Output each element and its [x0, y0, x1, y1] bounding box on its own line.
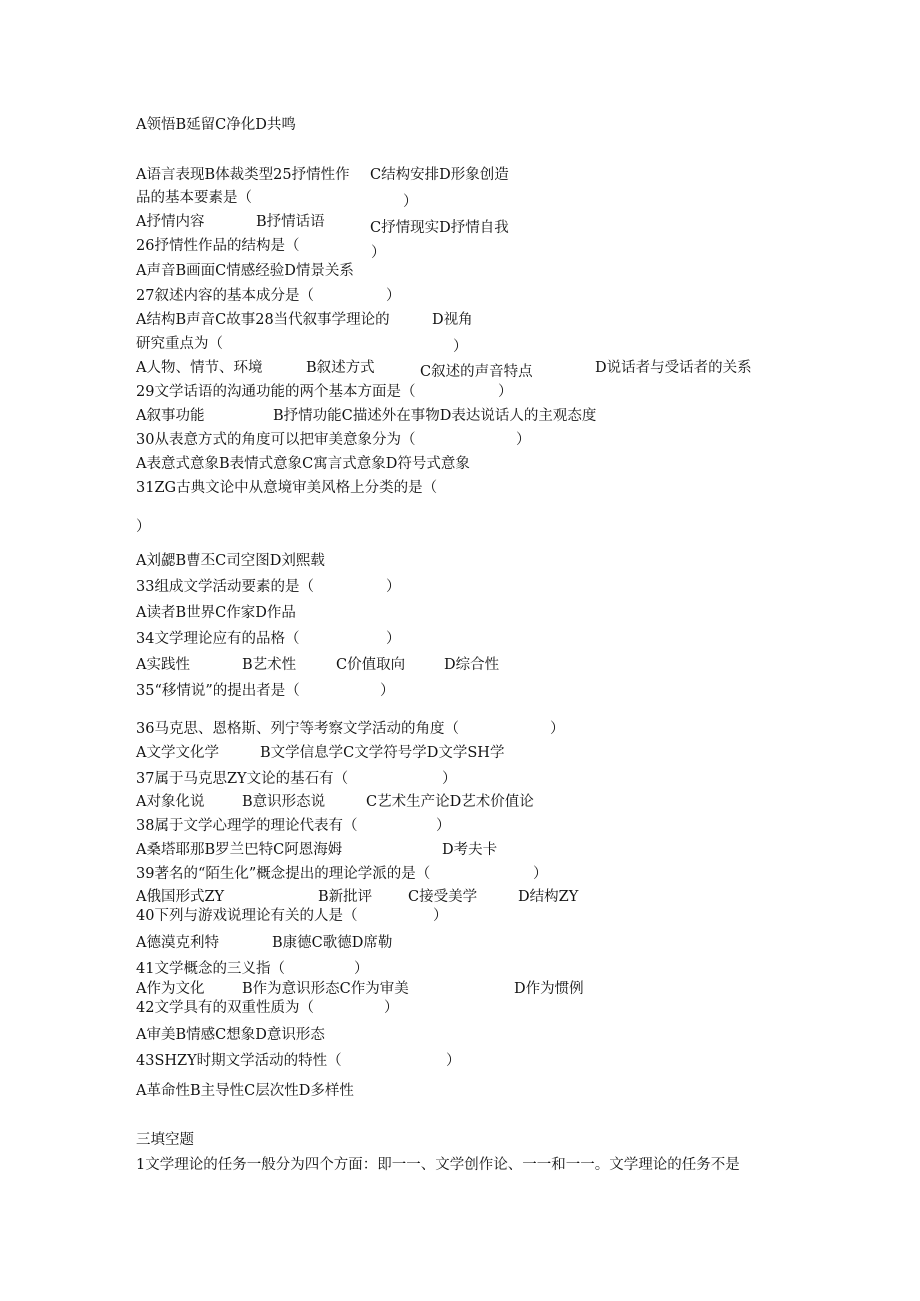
- bracket-close: ）: [550, 721, 565, 737]
- question-line: 39著名的“陌生化”概念提出的理论学派的是（: [136, 866, 431, 882]
- bracket-close: ）: [446, 1053, 461, 1069]
- answer-option: D说话者与受话者的关系: [595, 360, 752, 376]
- bracket-close: ）: [384, 1000, 399, 1016]
- bracket-close: ）: [453, 339, 468, 355]
- question-line: 34文学理论应有的品格（: [136, 631, 300, 647]
- answer-options-line: C抒情现实D抒情自我: [370, 220, 509, 236]
- question-line: 26抒情性作品的结构是（: [136, 238, 300, 254]
- question-line: 33组成文学活动要素的是（: [136, 579, 314, 595]
- bracket-close: ）: [498, 384, 513, 400]
- answer-option: C叙述的声音特点: [420, 364, 533, 380]
- answer-option: B叙述方式: [306, 360, 375, 376]
- question-line: 29文学话语的沟通功能的两个基本方面是（: [136, 384, 416, 400]
- answer-option: A实践性: [136, 657, 190, 673]
- bracket-close: ）: [403, 194, 418, 210]
- bracket-close: ）: [386, 288, 401, 304]
- answer-options-line: B作为意识形态C作为审美: [242, 981, 409, 997]
- bracket-close: ）: [380, 683, 395, 699]
- answer-option: D作为惯例: [514, 981, 584, 997]
- question-line: 36马克思、恩格斯、列宁等考察文学活动的角度（: [136, 721, 459, 737]
- answer-option: D综合性: [444, 657, 500, 673]
- question-line: 43SHZY时期文学活动的特性（: [136, 1053, 342, 1069]
- answer-options-line: B抒情功能C描述外在事物D表达说话人的主观态度: [273, 408, 597, 424]
- answer-option: A对象化说: [136, 794, 205, 810]
- answer-options-line: A刘勰B曹丕C司空图D刘熙载: [136, 553, 325, 569]
- bracket-close: ）: [354, 961, 369, 977]
- answer-options-line: A读者B世界C作家D作品: [136, 605, 296, 621]
- answer-option: B抒情话语: [256, 214, 325, 230]
- bracket-close: ）: [516, 432, 531, 448]
- answer-option: D结构ZY: [518, 889, 579, 905]
- bracket-close: ）: [386, 631, 401, 647]
- question-line: 研究重点为（: [136, 336, 223, 352]
- bracket-close: ）: [436, 818, 451, 834]
- answer-options-line: A表意式意象B表情式意象C寓言式意象D符号式意象: [136, 456, 470, 472]
- answer-option: B意识形态说: [242, 794, 326, 810]
- bracket-close: ）: [533, 866, 548, 882]
- answer-option: A德漠克利特: [136, 935, 219, 951]
- question-line: 31ZG古典文论中从意境审美风格上分类的是（: [136, 480, 438, 496]
- answer-option: B艺术性: [242, 657, 297, 673]
- answer-option: B新批评: [318, 889, 373, 905]
- answer-option: A作为文化: [136, 981, 205, 997]
- answer-option: A文学文化学: [136, 745, 219, 761]
- question-line: 38属于文学心理学的理论代表有（: [136, 818, 358, 834]
- answer-options-line: B康德C歌德D席勒: [272, 935, 393, 951]
- answer-options-line: C结构安排D形象创造: [370, 167, 509, 183]
- question-line: 30从表意方式的角度可以把审美意象分为（: [136, 432, 416, 448]
- bracket-close: ）: [386, 579, 401, 595]
- answer-options-line: C艺术生产论D艺术价值论: [366, 794, 534, 810]
- answer-option: A俄国形式ZY: [136, 889, 225, 905]
- answer-options-line: A革命性B主导性C层次性D多样性: [136, 1083, 354, 1099]
- bracket-close: ）: [433, 908, 448, 924]
- question-line: 40下列与游戏说理论有关的人是（: [136, 908, 358, 924]
- answer-option: A人物、情节、环境: [136, 360, 263, 376]
- answer-option: D考夫卡: [442, 842, 498, 858]
- answer-option: C接受美学: [408, 889, 478, 905]
- answer-options-line: A结构B声音C故事28当代叙事学理论的: [136, 312, 390, 328]
- answer-options-line: A领悟B延留C净化D共鸣: [136, 117, 296, 133]
- answer-option: A叙事功能: [136, 408, 205, 424]
- answer-options-line: A声音B画面C情感经验D情景关系: [136, 263, 354, 279]
- question-line: 品的基本要素是（: [136, 190, 252, 206]
- question-line: 37属于马克思ZY文论的基石有（: [136, 771, 349, 787]
- question-line: 42文学具有的双重性质为（: [136, 1000, 314, 1016]
- question-line: 41文学概念的三义指（: [136, 961, 285, 977]
- answer-options-line: A审美B情感C想象D意识形态: [136, 1027, 325, 1043]
- bracket-close: ）: [371, 245, 386, 261]
- question-line: 35“移情说”的提出者是（: [136, 683, 300, 699]
- bracket-close: ）: [442, 771, 457, 787]
- answer-option: C价值取向: [336, 657, 406, 673]
- answer-option: D视角: [432, 312, 473, 328]
- answer-options-line: A语言表现B体裁类型25抒情性作: [136, 167, 350, 183]
- answer-options-line: A桑塔耶那B罗兰巴特C阿恩海姆: [136, 842, 343, 858]
- paragraph-line: 1文学理论的任务一般分为四个方面：即一一、文学创作论、一一和一一。文学理论的任务不是: [136, 1157, 740, 1173]
- answer-option: A抒情内容: [136, 214, 205, 230]
- answer-options-line: B文学信息学C文学符号学D文学SH学: [260, 745, 505, 761]
- question-line: 27叙述内容的基本成分是（: [136, 288, 314, 304]
- section-heading: 三填空题: [136, 1132, 194, 1148]
- bracket-close: ）: [136, 519, 151, 535]
